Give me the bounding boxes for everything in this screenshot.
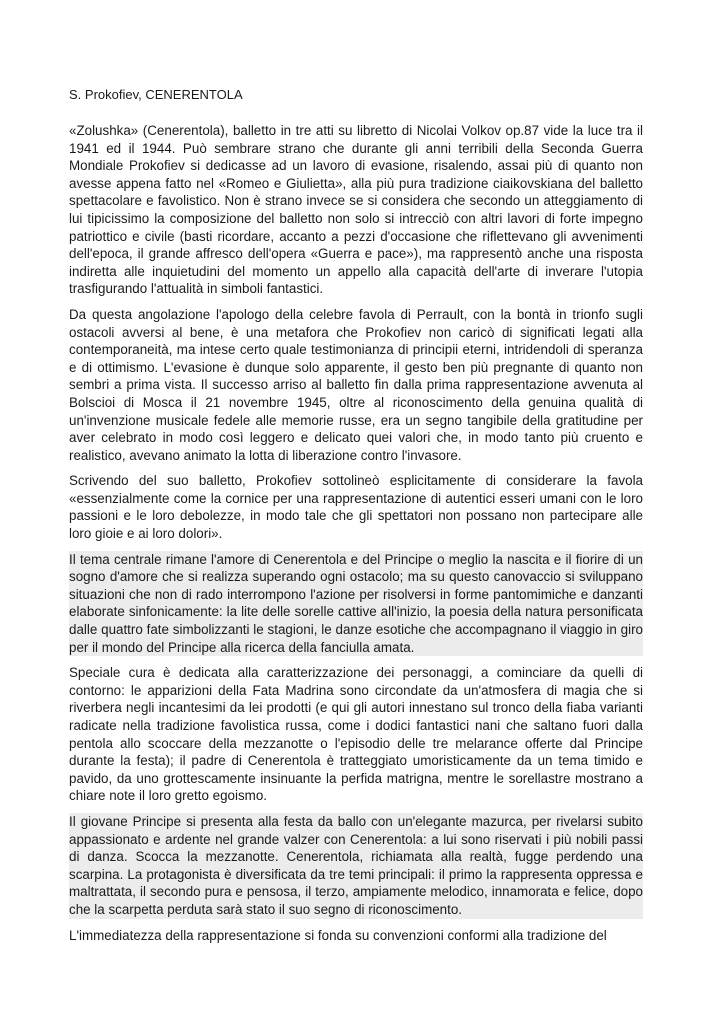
paragraph-2: Da questa angolazione l'apologo della celebre favola di Perrault, con la bontà in trionfo sugli ostacoli avversi al bene, è una metafora che Prokofiev non caricò di significati legati alla contemporaneità, ma intese certo quale testimonianza di principii eterni, intridendoli di speranza e di ottimismo. L'evasione è dunque solo apparente, il gesto ben più pregnante di quanto non sembri a prima vista. Il successo arriso al balletto fin dalla prima rappresentazione avvenuta al Bolscioi di Mosca il 21 novembre 1945, oltre al riconoscimento della genuina qualità di un'invenzione musicale fedele alle memorie russe, era un segno tangibile della gratitudine per aver celebrato in modo così leggero e delicato quei valori che, in modo tanto più cruento e realistico, avevano animato la lotta di liberazione contro l'invasore. (69, 306, 643, 463)
document-title: S. Prokofiev, CENERENTOLA (69, 87, 243, 102)
paragraph-4: Il tema centrale rimane l'amore di Cenerentola e del Principe o meglio la nascita e il fiorire di un sogno d'amore che si realizza superando ogni ostacolo; ma su questo canovaccio si sviluppano situazioni che non di rado interrompono l'azione per risolversi in forme pantomimiche e danzanti elaborate sinfonicamente: la lite delle sorelle cattive all'inizio, la poesia della natura personificata dalle quattro fate simbolizzanti le stagioni, le danze esotiche che accompagnano il viaggio in giro per il mondo del Principe alla ricerca della fanciulla amata. (69, 551, 643, 655)
paragraph-1: «Zolushka» (Cenerentola), balletto in tre atti su libretto di Nicolai Volkov op.87 vide la luce tra il 1941 ed il 1944. Può sembrare strano che durante gli anni terribili della Seconda Guerra Mondiale Prokofiev si dedicasse ad un lavoro di evasione, risalendo, assai più di quanto non avesse appena fatto nel «Romeo e Giulietta», alla più pura tradizione ciaikovskiana del balletto spettacolare e favolistico. Non è strano invece se si considera che secondo un atteggiamento di lui tipicissimo la composizione del balletto non solo si intrecciò con altri lavori di forte impegno patriottico e civile (basti ricordare, accanto a pezzi d'occasione che riflettevano gli avvenimenti dell'epoca, il grande affresco dell'opera «Guerra e pace»), ma rappresentò anche una risposta indiretta alle inquietudini del momento un appello alla capacità dell'arte di inverare l'utopia trasfigurando l'attualità in simboli fantastici. (69, 123, 643, 297)
paragraph-7: L'immediatezza della rappresentazione si fonda su convenzioni conformi alla tradizione del (69, 927, 607, 943)
paragraph-6: Il giovane Principe si presenta alla festa da ballo con un'elegante mazurca, per rivelarsi subito appassionato e ardente nel grande valzer con Cenerentola: a lui sono riservati i più nobili passi di danza. Scocca la mezzanotte. Cenerentola, richiamata alla realtà, fugge perdendo una scarpina. La protagonista è diversificata da tre temi principali: il primo la rappresenta oppressa e maltrattata, il secondo pura e pensosa, il terzo, ampiamente melodico, innamorata e felice, dopo che la scarpetta perduta sarà stato il suo segno di riconoscimento. (69, 813, 643, 917)
paragraph-3: Scrivendo del suo balletto, Prokofiev sottolineò esplicitamente di considerare la favola «essenzialmente come la cornice per una rappresentazione di autentici esseri umani con le loro passioni e le loro debolezze, in modo tale che gli spettatori non possano non partecipare alle loro gioie e ai loro dolori». (69, 473, 643, 542)
paragraph-5: Speciale cura è dedicata alla caratterizzazione dei personaggi, a cominciare da quelli di contorno: le apparizioni della Fata Madrina sono circondate da un'atmosfera di magia che si riverbera negli incantesimi da lei prodotti (e qui gli autori innestano sul tronco della fiaba varianti radicate nella tradizione favolistica russa, come i dodici fantastici nani che saltano fuori dalla pentola allo scoccare della mezzanotte o l'episodio delle tre melarance offerte dal Principe durante la festa); il padre di Cenerentola è tratteggiato umoristicamente da un tema timido e pavido, da uno grottescamente insinuante la perfida matrigna, mentre le sorellastre mostrano a chiare note il loro gretto egoismo. (69, 665, 643, 804)
